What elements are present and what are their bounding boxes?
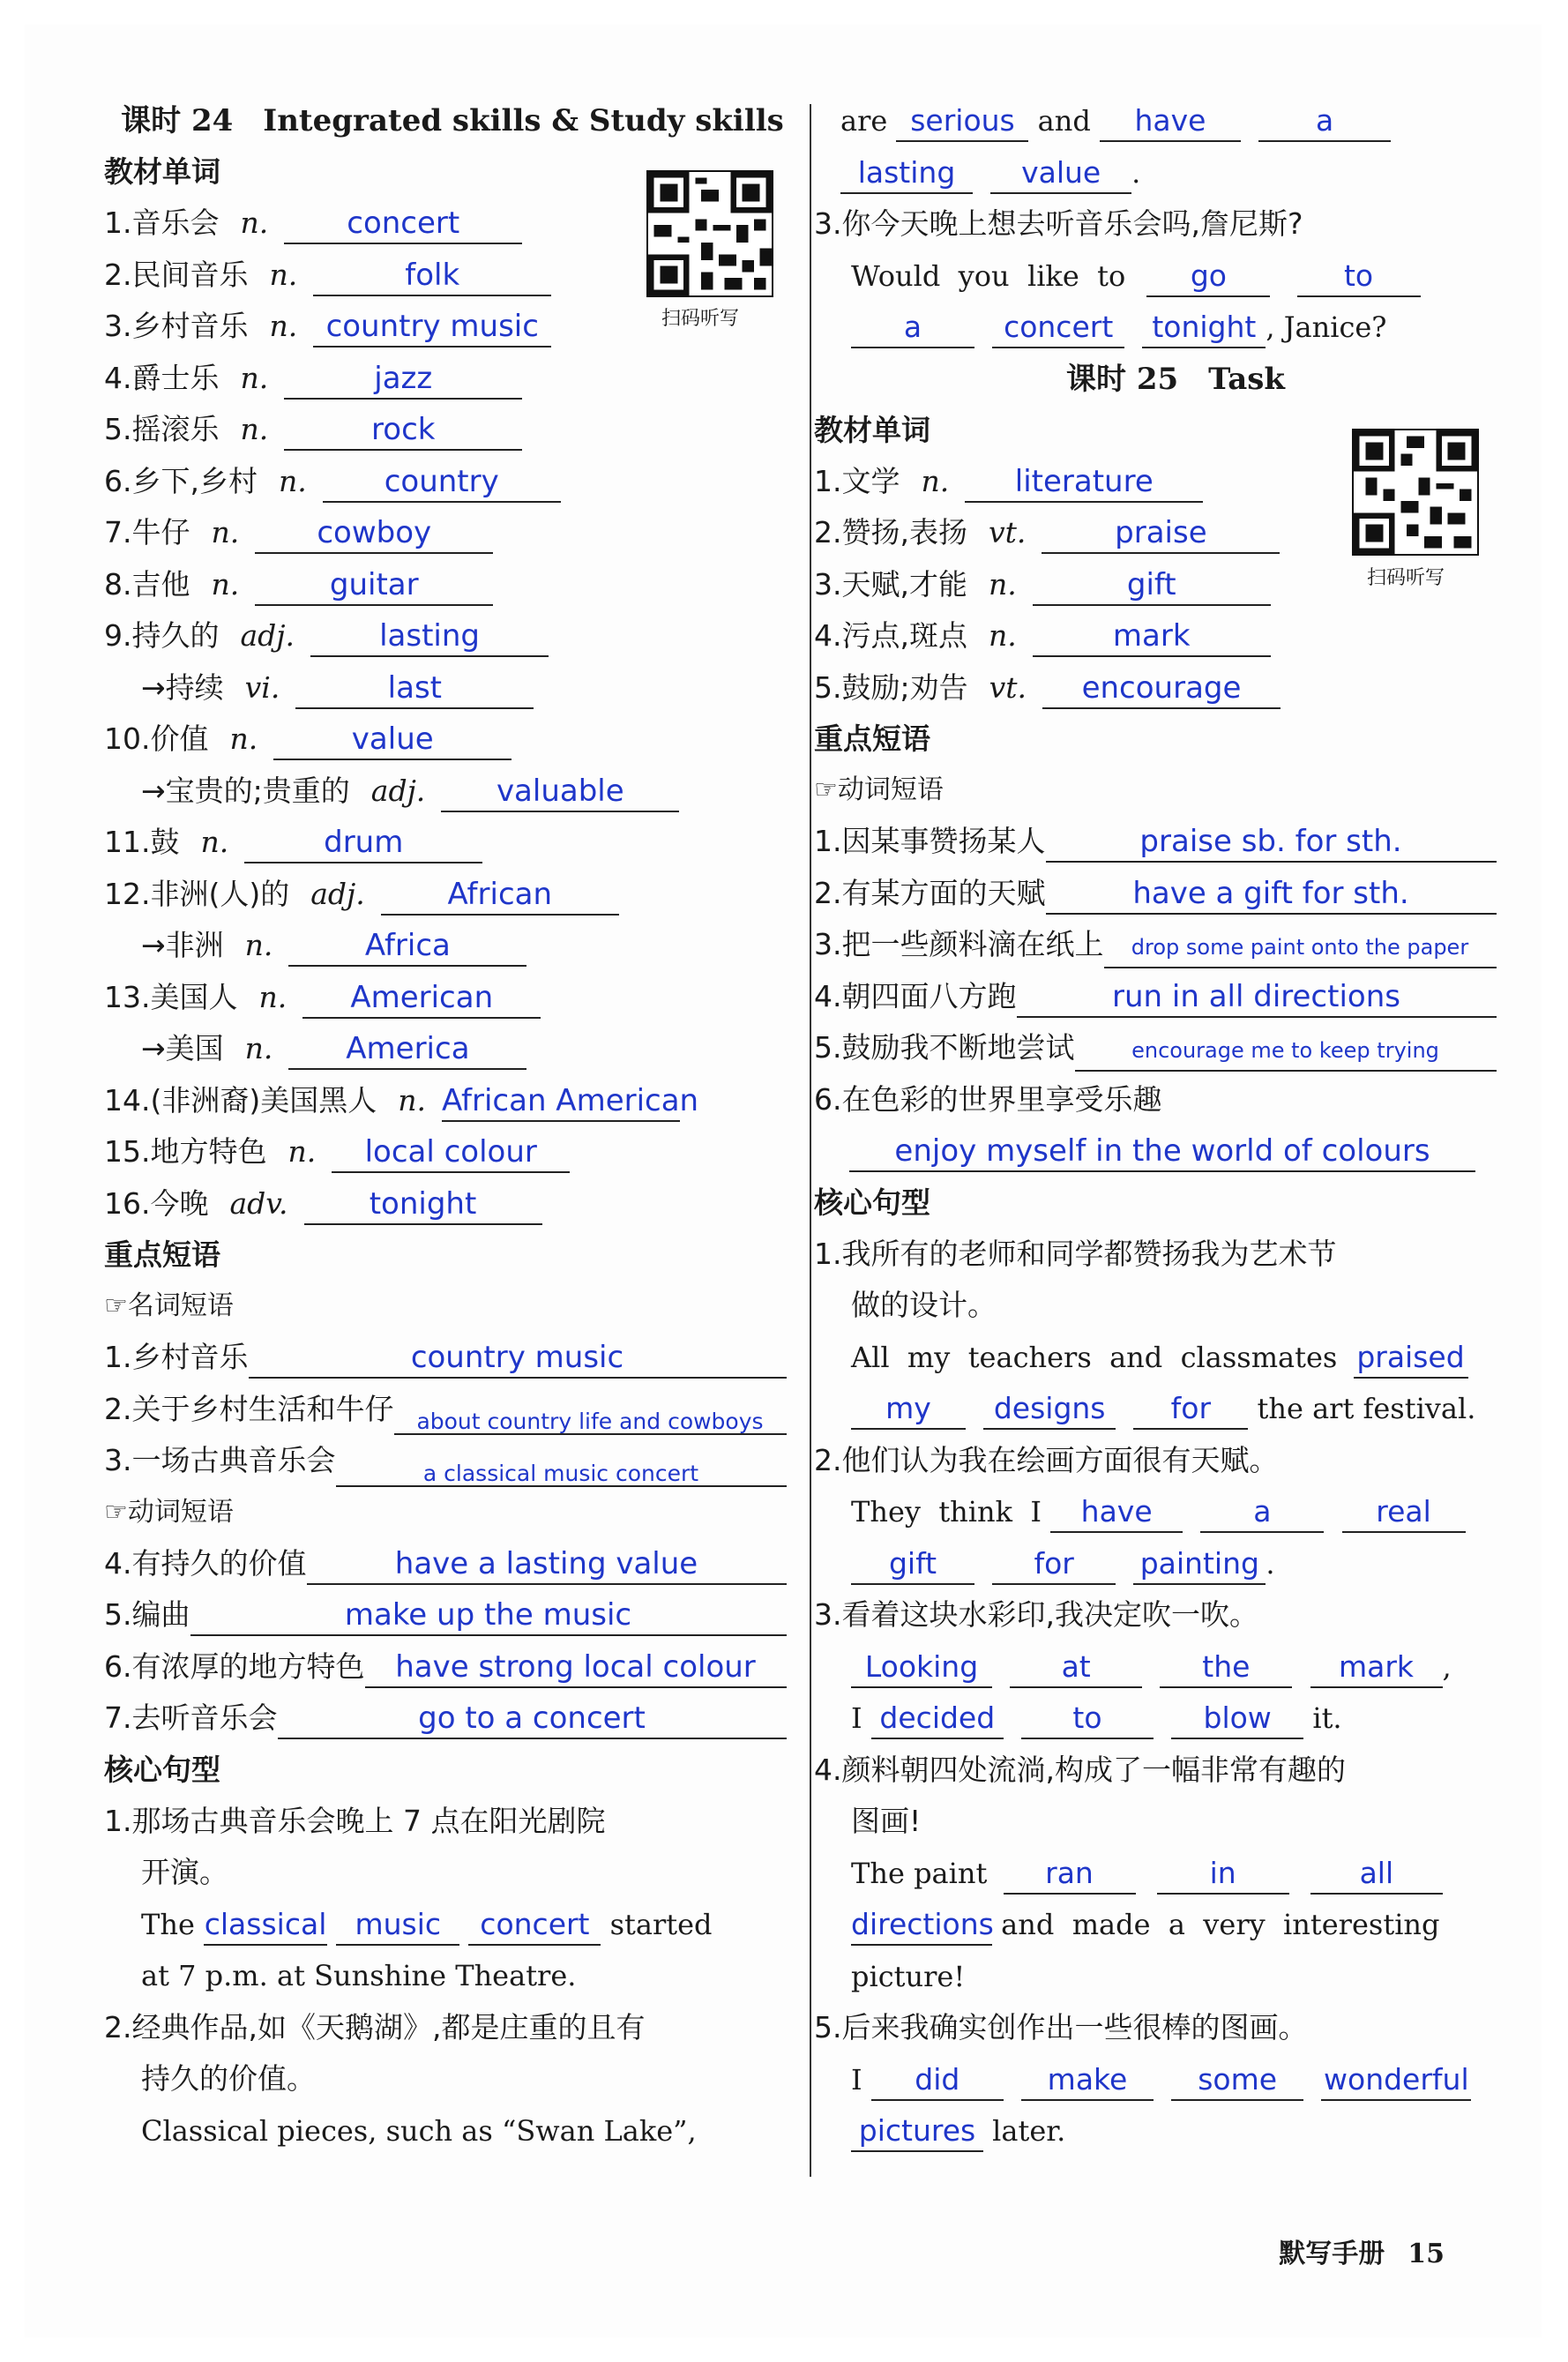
verb-phrase-subheading: ☞动词短语 <box>104 1496 234 1528</box>
phrase-zh: 3.把一些颜料滴在纸上 <box>814 927 1104 961</box>
answer-blank[interactable]: literature <box>965 462 1203 503</box>
answer-blank[interactable]: guitar <box>255 565 493 606</box>
vocab-item <box>104 456 801 508</box>
answer-blank[interactable]: designs <box>983 1389 1116 1430</box>
vocab-item <box>104 817 801 869</box>
t3-zh: 3.看着这块水彩印,我决定吹一吹。 <box>814 1597 1258 1632</box>
answer-blank[interactable]: concert <box>284 204 522 244</box>
answer-blank[interactable]: mark <box>1310 1648 1443 1688</box>
vocab-item <box>104 1075 801 1127</box>
phrase-item <box>814 1022 1537 1074</box>
part-of-speech: n. <box>240 412 269 446</box>
vocab-item <box>104 1126 801 1178</box>
answer-blank[interactable]: the <box>1160 1648 1292 1688</box>
answer-blank[interactable]: local colour <box>332 1132 570 1173</box>
t5-zh: 5.后来我确实创作出一些很棒的图画。 <box>814 2010 1308 2044</box>
answer-blank[interactable]: classical <box>204 1905 327 1946</box>
right-column <box>814 95 1537 2157</box>
qr-label: 扫码听写 <box>1367 567 1445 589</box>
part-of-speech: adj. <box>310 876 365 911</box>
phrase-item <box>104 1384 801 1436</box>
part-of-speech: n. <box>244 1031 273 1065</box>
part-of-speech: n. <box>258 979 287 1014</box>
vocab-item <box>104 559 801 611</box>
noun-phrase-list <box>104 1332 801 1487</box>
answer-blank[interactable]: cowboy <box>255 513 493 554</box>
sentence-1-en-cont: at 7 p.m. at Sunshine Theatre. <box>141 1959 577 1992</box>
answer-blank[interactable]: last <box>295 669 534 709</box>
answer-blank[interactable]: a <box>1258 101 1391 142</box>
t1-en-cont: my designs for the art festival. <box>814 1383 1537 1435</box>
qr-code-icon[interactable] <box>646 170 773 297</box>
verb-phrase-list <box>104 1538 801 1745</box>
vocab-item <box>104 1023 801 1075</box>
answer-blank[interactable]: a classical music concert <box>336 1462 787 1487</box>
noun-phrase-subheading: ☞名词短语 <box>104 1290 234 1321</box>
answer-blank[interactable]: mark <box>1033 617 1271 657</box>
answer-blank[interactable]: drum <box>244 823 482 863</box>
continued-sentence-2: lasting value . <box>814 147 1537 199</box>
answer-blank[interactable]: jazz <box>284 359 522 400</box>
vocab-zh: →持续 <box>141 669 224 705</box>
vocab-zh: 5.摇滚乐 <box>104 412 220 446</box>
phrase-item <box>104 1589 801 1641</box>
answer-blank[interactable]: African American <box>442 1081 680 1122</box>
answer-blank[interactable]: praised <box>1354 1338 1468 1379</box>
answer-blank[interactable]: a <box>851 308 974 348</box>
part-of-speech: vi. <box>244 669 280 705</box>
sentence-1-zh: 1.那场古典音乐会晚上 7 点在阳光剧院 <box>104 1803 606 1838</box>
t4-zh-cont: 图画! <box>851 1804 922 1838</box>
t1-zh-cont: 做的设计。 <box>851 1288 997 1322</box>
vocab-item <box>104 662 801 714</box>
part-of-speech: n. <box>240 206 269 240</box>
answer-blank[interactable]: Looking <box>851 1648 992 1688</box>
answer-blank[interactable]: tonight <box>1142 308 1266 348</box>
answer-blank[interactable]: tonight <box>304 1185 542 1225</box>
vocab-zh: 9.持久的 <box>104 618 220 653</box>
phrase-item: 6.在色彩的世界里享受乐趣 <box>814 1081 1162 1117</box>
phrase-item <box>814 971 1537 1023</box>
answer-blank[interactable]: go to a concert <box>278 1699 787 1739</box>
vocab-heading: 教材单词 <box>104 154 220 189</box>
answer-blank[interactable]: for <box>1133 1389 1248 1430</box>
phrase-item <box>104 1641 801 1693</box>
part-of-speech: n. <box>200 825 229 859</box>
t4-zh: 4.颜料朝四处流淌,构成了一幅非常有趣的 <box>814 1752 1346 1787</box>
answer-blank[interactable]: concert <box>468 1905 601 1946</box>
phrase-item <box>104 1693 801 1745</box>
phrase-zh: 1.因某事赞扬某人 <box>814 824 1046 858</box>
vocab-zh: →宝贵的;贵重的 <box>141 773 350 808</box>
vocab-item <box>104 610 801 662</box>
answer-blank[interactable]: run in all directions <box>1017 977 1497 1018</box>
answer-blank[interactable]: blow <box>1171 1699 1303 1739</box>
t2-en-cont: gift for painting . <box>814 1538 1537 1590</box>
vocab-zh: 13.美国人 <box>104 979 238 1014</box>
answer-blank[interactable]: gift <box>851 1544 974 1585</box>
phrase-zh: 6.有浓厚的地方特色 <box>104 1648 365 1684</box>
answer-blank[interactable]: praise sb. for sth. <box>1046 822 1497 863</box>
answer-blank[interactable]: painting <box>1133 1544 1266 1585</box>
vocab-zh: 14.(非洲裔)美国黑人 <box>104 1082 377 1117</box>
answer-blank[interactable]: have strong local colour <box>365 1648 787 1688</box>
part-of-speech: vt. <box>988 515 1027 549</box>
answer-blank[interactable]: to <box>1021 1699 1154 1739</box>
answer-blank[interactable]: country music <box>249 1338 787 1379</box>
phrase-zh: 3.一场古典音乐会 <box>104 1443 336 1477</box>
phrase-item <box>814 919 1537 971</box>
answer-blank[interactable]: Africa <box>288 926 526 967</box>
vocab-zh: 4.污点,斑点 <box>814 618 967 653</box>
part-of-speech: n. <box>921 463 950 498</box>
part-of-speech: n. <box>269 309 298 343</box>
part-of-speech: n. <box>211 515 240 549</box>
vocab-zh: 1.文学 <box>814 463 900 498</box>
vocab-heading: 教材单词 <box>814 412 930 447</box>
part-of-speech: n. <box>988 618 1017 653</box>
sentence-2-zh: 2.经典作品,如《天鹅湖》,都是庄重的且有 <box>104 2009 646 2044</box>
page-footer <box>1279 2231 1445 2270</box>
phrase-heading: 重点短语 <box>104 1237 220 1272</box>
vocab-zh: →美国 <box>141 1031 224 1065</box>
phrase-zh: 5.鼓励我不断地尝试 <box>814 1030 1075 1065</box>
qr-label: 扫码听写 <box>661 308 740 330</box>
footer-label: 默写手册 <box>1279 2239 1385 2269</box>
answer-blank[interactable]: America <box>288 1029 526 1070</box>
vocab-item <box>104 869 801 921</box>
answer-blank[interactable]: pictures <box>851 2112 983 2152</box>
part-of-speech: n. <box>269 257 298 292</box>
answer-blank[interactable]: about country life and cowboys <box>394 1410 787 1435</box>
answer-blank[interactable]: concert <box>992 308 1124 348</box>
vocab-item <box>814 662 1537 714</box>
verb-phrase-subheading: ☞动词短语 <box>814 774 944 805</box>
sentence-2-en: Classical pieces, such as “Swan Lake”, <box>141 2113 697 2148</box>
lesson-25-title: 课时 25 Task <box>1066 361 1285 397</box>
answer-blank[interactable]: decided <box>871 1699 1004 1739</box>
vocab-zh: →非洲 <box>141 928 224 962</box>
phrase-answer-row <box>814 1125 1537 1177</box>
answer-blank[interactable]: drop some paint onto the paper <box>1104 928 1497 968</box>
part-of-speech: n. <box>229 721 258 756</box>
answer-blank[interactable]: praise <box>1042 513 1280 554</box>
answer-blank[interactable]: did <box>871 2060 1004 2101</box>
answer-blank[interactable]: rock <box>284 410 522 451</box>
column-divider <box>810 104 811 2177</box>
vocab-zh: 8.吉他 <box>104 566 190 602</box>
answer-blank[interactable]: American <box>302 978 541 1019</box>
t4-en-cont: directions and made a very interesting <box>814 1899 1537 1951</box>
t5-en: I did make some wonderful <box>814 2054 1537 2106</box>
answer-blank[interactable]: country music <box>313 307 551 348</box>
t1-en: All my teachers and classmates praised <box>814 1332 1537 1384</box>
answer-blank[interactable]: a <box>1200 1492 1324 1533</box>
t2-en: They think I have a real <box>814 1486 1537 1538</box>
vocab-zh: 12.非洲(人)的 <box>104 876 290 911</box>
answer-blank[interactable]: country <box>323 462 561 503</box>
answer-blank[interactable]: have a gift for sth. <box>1046 874 1497 915</box>
answer-blank[interactable]: music <box>336 1905 459 1946</box>
sentence-heading: 核心句型 <box>814 1185 930 1220</box>
vocab-item <box>104 507 801 559</box>
answer-blank[interactable]: go <box>1146 257 1270 297</box>
answer-blank[interactable]: real <box>1342 1492 1466 1533</box>
sentence-heading: 核心句型 <box>104 1752 220 1787</box>
phrase-item <box>814 868 1537 920</box>
phrase-zh: 5.编曲 <box>104 1597 190 1632</box>
t3-en: Looking at the mark , <box>814 1641 1537 1693</box>
vocab-item <box>104 714 801 766</box>
part-of-speech: n. <box>398 1082 426 1117</box>
answer-blank[interactable]: encourage me to keep trying <box>1075 1031 1497 1072</box>
vocab-zh: 4.爵士乐 <box>104 360 220 395</box>
phrase-zh: 7.去听音乐会 <box>104 1700 278 1735</box>
sentence-1-en: The classical music concert started <box>104 1899 801 1951</box>
phrase-heading: 重点短语 <box>814 721 930 756</box>
answer-blank[interactable]: to <box>1297 257 1421 297</box>
answer-blank[interactable]: valuable <box>441 772 679 812</box>
vocab-list <box>104 198 801 1230</box>
answer-blank[interactable]: lasting <box>310 617 549 657</box>
vocab-zh: 7.牛仔 <box>104 515 190 549</box>
phrase-item <box>104 1332 801 1384</box>
answer-blank[interactable]: in <box>1157 1854 1289 1895</box>
phrase-zh: 4.朝四面八方跑 <box>814 978 1017 1013</box>
page-number: 15 <box>1407 2239 1445 2269</box>
part-of-speech: n. <box>211 566 240 602</box>
answer-blank[interactable]: African <box>381 875 619 916</box>
answer-blank[interactable]: my <box>851 1389 966 1430</box>
answer-blank[interactable]: for <box>992 1544 1116 1585</box>
sentence-3-en: Would you like to go to <box>814 250 1537 303</box>
t4-en: The paint ran in all <box>814 1848 1537 1900</box>
answer-blank[interactable]: wonderful <box>1321 2060 1471 2101</box>
vocab-item <box>104 404 801 456</box>
answer-blank[interactable]: at <box>1010 1648 1142 1688</box>
answer-blank[interactable]: enjoy myself in the world of colours <box>849 1132 1475 1172</box>
vocab-zh: 10.价值 <box>104 721 209 756</box>
left-column <box>104 95 801 2156</box>
vocab-item <box>104 1178 801 1230</box>
workbook-page <box>25 25 1542 2337</box>
phrase-item <box>104 1538 801 1590</box>
answer-blank[interactable]: have <box>1100 101 1241 142</box>
answer-blank[interactable]: ran <box>1004 1854 1136 1895</box>
answer-blank[interactable]: have a lasting value <box>307 1544 787 1585</box>
vocab-zh: 5.鼓励;劝告 <box>814 669 968 705</box>
vocab-item <box>104 920 801 972</box>
phrase-zh: 2.关于乡村生活和牛仔 <box>104 1391 394 1426</box>
sentence-2-zh-cont: 持久的价值。 <box>141 2061 316 2096</box>
answer-blank[interactable]: have <box>1050 1492 1183 1533</box>
phrase-item <box>814 816 1537 868</box>
phrase-zh: 4.有持久的价值 <box>104 1545 307 1581</box>
lesson-24-title: 课时 24 Integrated skills & Study skills <box>121 103 784 138</box>
answer-blank[interactable]: some <box>1171 2060 1303 2101</box>
phrase-item <box>104 1435 801 1487</box>
sentence-3-zh: 3.你今天晚上想去听音乐会吗,詹尼斯? <box>814 206 1303 241</box>
part-of-speech: n. <box>244 928 273 962</box>
sentence-3-en-cont: a concert tonight , Janice? <box>814 302 1537 354</box>
vocab-item <box>104 353 801 405</box>
answer-blank[interactable]: directions <box>851 1905 992 1946</box>
part-of-speech: adj. <box>370 773 426 808</box>
answer-blank[interactable]: lasting <box>840 153 973 194</box>
answer-blank[interactable]: value <box>990 153 1131 194</box>
part-of-speech: adv. <box>229 1185 288 1221</box>
part-of-speech: vt. <box>989 669 1027 705</box>
part-of-speech: n. <box>240 360 269 395</box>
t3-en-cont: I decided to blow it. <box>814 1693 1537 1745</box>
vocab-zh: 2.赞扬,表扬 <box>814 515 967 549</box>
answer-blank[interactable]: make <box>1021 2060 1154 2101</box>
answer-blank[interactable]: encourage <box>1042 669 1281 709</box>
answer-blank[interactable]: all <box>1310 1854 1443 1895</box>
answer-blank[interactable]: gift <box>1033 565 1271 606</box>
t2-zh: 2.他们认为我在绘画方面很有天赋。 <box>814 1442 1279 1477</box>
vocab-item <box>104 766 801 818</box>
phrase-zh: 2.有某方面的天赋 <box>814 875 1046 910</box>
qr-code-icon[interactable] <box>1352 429 1479 556</box>
continued-sentence: are serious and have a <box>814 95 1537 147</box>
part-of-speech: adj. <box>240 618 295 653</box>
vocab-zh: 15.地方特色 <box>104 1134 267 1169</box>
t4-en-end: picture! <box>851 1959 966 1993</box>
t5-en-cont: pictures later. <box>814 2105 1537 2157</box>
vocab-zh: 1.音乐会 <box>104 206 220 240</box>
vocab-item <box>814 610 1537 662</box>
answer-blank[interactable]: folk <box>313 256 551 296</box>
vocab-zh: 3.天赋,才能 <box>814 566 967 602</box>
sentence-1-zh-cont: 开演。 <box>141 1855 228 1889</box>
t1-zh: 1.我所有的老师和同学都赞扬我为艺术节 <box>814 1236 1337 1271</box>
verb-phrase-list <box>814 816 1537 1074</box>
vocab-zh: 2.民间音乐 <box>104 257 249 292</box>
vocab-zh: 3.乡村音乐 <box>104 309 249 343</box>
answer-blank[interactable]: make up the music <box>190 1596 787 1636</box>
part-of-speech: n. <box>287 1134 317 1169</box>
vocab-zh: 16.今晚 <box>104 1185 209 1221</box>
answer-blank[interactable]: value <box>273 720 511 760</box>
part-of-speech: n. <box>278 463 307 498</box>
part-of-speech: n. <box>988 566 1017 602</box>
vocab-item <box>104 972 801 1024</box>
vocab-zh: 11.鼓 <box>104 825 180 859</box>
answer-blank[interactable]: serious <box>896 101 1028 142</box>
phrase-zh: 1.乡村音乐 <box>104 1340 249 1374</box>
vocab-zh: 6.乡下,乡村 <box>104 463 258 498</box>
